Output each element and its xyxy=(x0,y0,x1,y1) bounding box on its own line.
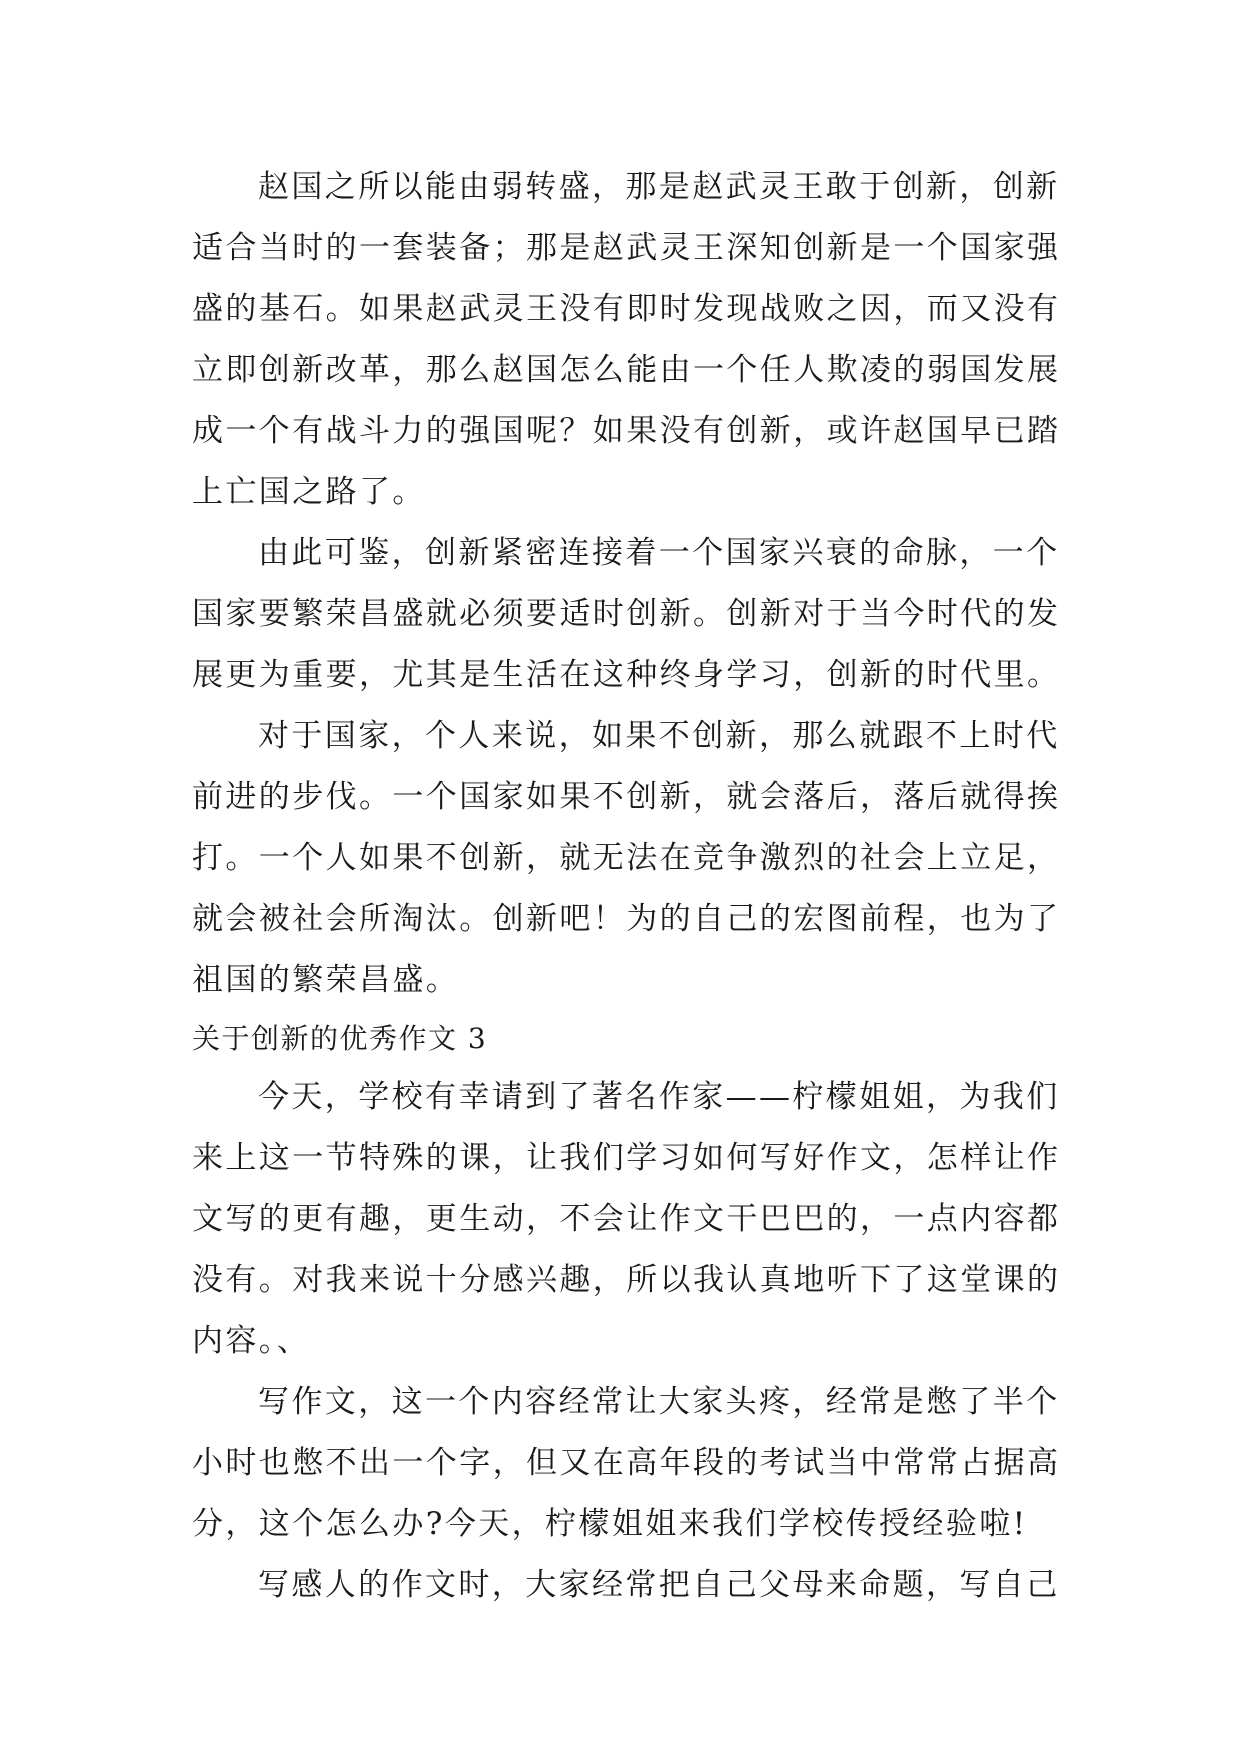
paragraph-line: 写感人的作文时，大家经常把自己父母来命题，写自己 xyxy=(258,1567,1060,1603)
paragraph-line: 盛的基石。如果赵武灵王没有即时发现战败之因，而又没有 xyxy=(192,291,1061,327)
document-body xyxy=(192,157,1062,1616)
paragraph-line: 适合当时的一套装备；那是赵武灵王深知创新是一个国家强 xyxy=(192,230,1061,266)
paragraph-line: 没有。对我来说十分感兴趣，所以我认真地听下了这堂课的 xyxy=(192,1262,1061,1298)
paragraph-line: 写作文，这一个内容经常让大家头疼，经常是憋了半个 xyxy=(258,1384,1060,1420)
paragraph-line: 国家要繁荣昌盛就必须要适时创新。创新对于当今时代的发 xyxy=(192,596,1061,632)
paragraph-line: 打。一个人如果不创新，就无法在竞争激烈的社会上立足， xyxy=(192,840,1061,876)
paragraph-line: 赵国之所以能由弱转盛，那是赵武灵王敢于创新，创新 xyxy=(258,169,1060,205)
paragraph-line: 就会被社会所淘汰。创新吧！为的自己的宏图前程，也为了 xyxy=(192,901,1061,937)
paragraph-line: 对于国家，个人来说，如果不创新，那么就跟不上时代 xyxy=(258,718,1060,754)
paragraph-line: 成一个有战斗力的强国呢？如果没有创新，或许赵国早已踏 xyxy=(192,413,1061,449)
paragraph-line: 立即创新改革，那么赵国怎么能由一个任人欺凌的弱国发展 xyxy=(192,352,1061,388)
paragraph-line: 内容。、 xyxy=(192,1323,311,1359)
paragraph-line: 来上这一节特殊的课，让我们学习如何写好作文，怎样让作 xyxy=(192,1140,1061,1176)
paragraph-line: 小时也憋不出一个字，但又在高年段的考试当中常常占据高 xyxy=(192,1445,1061,1481)
paragraph-line: 由此可鉴，创新紧密连接着一个国家兴衰的命脉，一个 xyxy=(258,535,1060,571)
paragraph-line: 前进的步伐。一个国家如果不创新，就会落后，落后就得挨 xyxy=(192,779,1061,815)
paragraph-line: 展更为重要，尤其是生活在这种终身学习，创新的时代里。 xyxy=(192,657,1061,693)
paragraph-line: 分，这个怎么办?今天，柠檬姐姐来我们学校传授经验啦! xyxy=(192,1506,1028,1542)
paragraph-line: 文写的更有趣，更生动，不会让作文干巴巴的，一点内容都 xyxy=(192,1201,1061,1237)
section-heading: 关于创新的优秀作文 3 xyxy=(192,1022,488,1055)
paragraph-line: 祖国的繁荣昌盛。 xyxy=(192,962,460,998)
paragraph-line: 上亡国之路了。 xyxy=(192,474,426,510)
paragraph-line: 今天，学校有幸请到了著名作家——柠檬姐姐，为我们 xyxy=(258,1079,1060,1115)
